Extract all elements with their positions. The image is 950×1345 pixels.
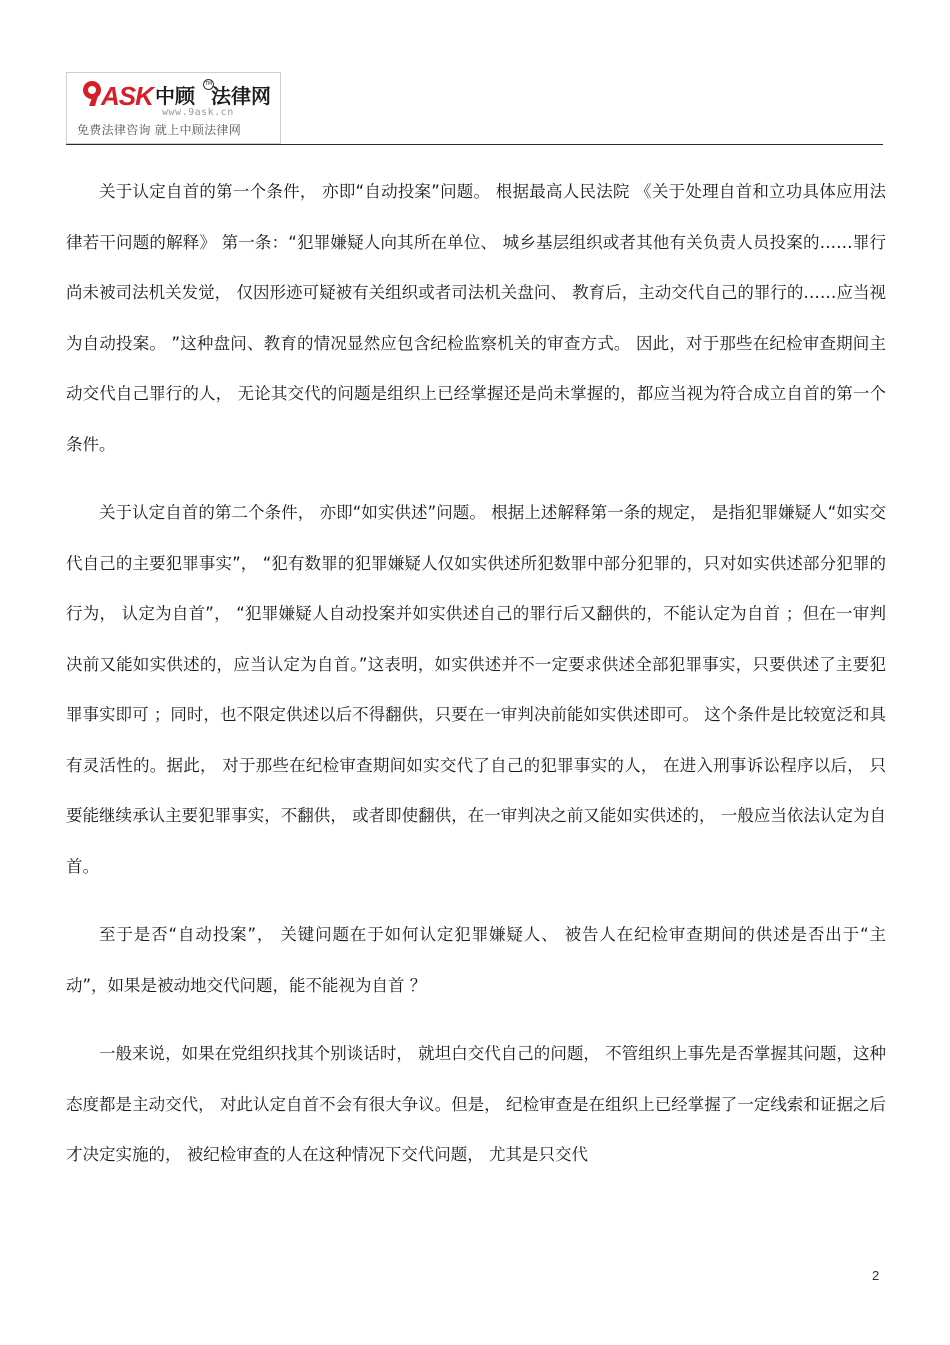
document-body <box>66 167 886 1199</box>
logo-ask-text: ASK <box>101 81 153 111</box>
paragraph: 关于认定自首的第二个条件， 亦即“如实供述”问题。 根据上述解释第一条的规定， 是指犯罪嫌疑人“如实交代自己的主要犯罪事实”， “犯有数罪的犯罪嫌疑人仅如实供述所犯数罪中部分犯罪的，只对如实供述部分犯罪的行为， 认定为自首”， “犯罪嫌疑人自动投案并如实供述自己的罪行后又翻供的，不能认定为自首 ；但在一审判决前又能如实供述的，应当认定为自首。”这表明，如实供述并不一定要求供述全部犯罪事实，只要供述了主要犯罪事实即可 ；同时，也不限定供述以后不得翻供，只要在一审判决前能如实供述即可。 这个条件是比较宽泛和具有灵活性的。据此， 对于那些在纪检审查期间如实交代了自己的犯罪事实的人， 在进入刑事诉讼程序以后， 只要能继续承认主要犯罪事实，不翻供， 或者即使翻供，在一审判决之前又能如实供述的， 一般应当依法认定为自首。 <box>66 503 886 876</box>
header-divider <box>66 144 883 145</box>
logo-zhonggu-text: 中顾 <box>155 84 195 108</box>
page-number: 2 <box>872 1268 880 1283</box>
logo-law-net-text: 法律网 <box>211 84 271 108</box>
site-logo[interactable] <box>66 72 281 144</box>
paragraph: 关于认定自首的第一个条件， 亦即“自动投案”问题。 根据最高人民法院 《关于处理自首和立功具体应用法律若干问题的解释》 第一条：“犯罪嫌疑人向其所在单位、 城乡基层组织或者其他有关负责人员投案的……罪行尚未被司法机关发觉， 仅因形迹可疑被有关组织或者司法机关盘问、 教育后，主动交代自己的罪行的……应当视为自动投案。 ”这种盘问、教育的情况显然应包含纪检监察机关的审查方式。 因此，对于那些在纪检审查期间主动交代自己罪行的人， 无论其交代的问题是组织上已经掌握还是尚未掌握的，都应当视为符合成立自首的第一个条件。 <box>66 182 886 454</box>
paragraph: 至于是否“自动投案”， 关键问题在于如何认定犯罪嫌疑人、 被告人在纪检审查期间的供述是否出于“主动”，如果是被动地交代问题，能不能视为自首 ？ <box>66 925 886 995</box>
logo-url: www.9ask.cn <box>162 107 234 118</box>
logo-slogan: 免费法律咨询 就上中顾法律网 <box>77 123 242 137</box>
trademark-icon: TM <box>203 79 214 90</box>
paragraph: 一般来说，如果在党组织找其个别谈话时， 就坦白交代自己的问题， 不管组织上事先是否掌握其问题，这种态度都是主动交代， 对此认定自首不会有很大争议。但是， 纪检审查是在组织上已经掌握了一定线索和证据之后才决定实施的， 被纪检审查的人在这种情况下交代问题， 尤其是只交代 <box>66 1044 886 1164</box>
